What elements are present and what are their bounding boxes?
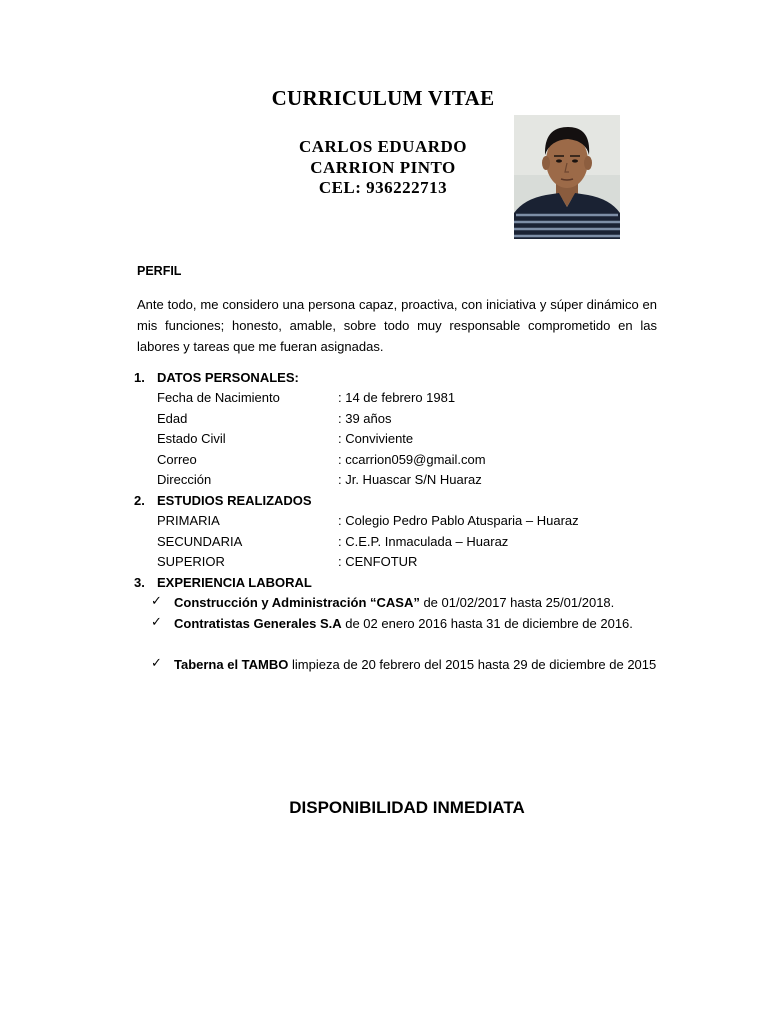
phone-number: CEL: 936222713 [318, 178, 448, 197]
section-title: DATOS PERSONALES: [157, 370, 299, 385]
experience-item [174, 655, 658, 676]
field-label: Fecha de Nacimiento [157, 390, 280, 405]
check-icon: ✓ [151, 593, 162, 608]
field-value: : Colegio Pedro Pablo Atusparia – Huaraz [338, 513, 579, 528]
document-title: CURRICULUM VITAE [271, 86, 495, 110]
employer-name: Taberna el TAMBO [174, 657, 289, 672]
employment-period: de 02 enero 2016 hasta 31 de diciembre de 2016. [341, 616, 633, 631]
name-last: CARRION PINTO [310, 157, 456, 177]
field-label: Edad [157, 411, 188, 426]
person-portrait-icon [514, 115, 620, 239]
field-value: : Jr. Huascar S/N Huaraz [338, 472, 482, 487]
check-icon: ✓ [151, 655, 162, 670]
section-number: 1. [134, 370, 145, 385]
employment-period: de 01/02/2017 hasta 25/01/2018. [419, 595, 615, 610]
field-label: SUPERIOR [157, 554, 225, 569]
employment-period: limpieza de 20 febrero del 2015 hasta 29 de diciembre de 2015 [288, 657, 657, 672]
field-label: PRIMARIA [157, 513, 220, 528]
section-title: ESTUDIOS REALIZADOS [157, 493, 312, 508]
employer-name: Contratistas Generales S.A [174, 616, 342, 631]
section-title: EXPERIENCIA LABORAL [157, 575, 312, 590]
name-first: CARLOS EDUARDO [298, 137, 468, 156]
section-number: 3. [134, 575, 145, 590]
contact-header [233, 137, 533, 199]
experience-item [174, 593, 658, 614]
field-label: Estado Civil [157, 431, 226, 446]
field-value: : C.E.P. Inmaculada – Huaraz [338, 534, 509, 549]
experience-item [174, 614, 658, 635]
availability-statement: DISPONIBILIDAD INMEDIATA [289, 798, 525, 817]
employer-name: Construcción y Administración “CASA” [174, 595, 420, 610]
profile-photo [514, 115, 620, 239]
check-icon: ✓ [151, 614, 162, 629]
field-label: SECUNDARIA [157, 534, 243, 549]
field-value: : CENFOTUR [338, 554, 418, 569]
field-label: Correo [157, 452, 197, 467]
field-label: Dirección [157, 472, 212, 487]
perfil-heading: PERFIL [137, 264, 182, 278]
section-number: 2. [134, 493, 145, 508]
field-value: : Conviviente [338, 431, 414, 446]
email-value: : ccarrion059@gmail.com [338, 452, 486, 467]
field-value: : 14 de febrero 1981 [338, 390, 456, 405]
perfil-text: Ante todo, me considero una persona capaz, proactiva, con iniciativa y súper dinámico en mis funciones; honesto, amable, sobre todo muy responsable comprometido en las labores y tareas que me fueran asignadas. [137, 297, 657, 354]
field-value: : 39 años [338, 411, 392, 426]
